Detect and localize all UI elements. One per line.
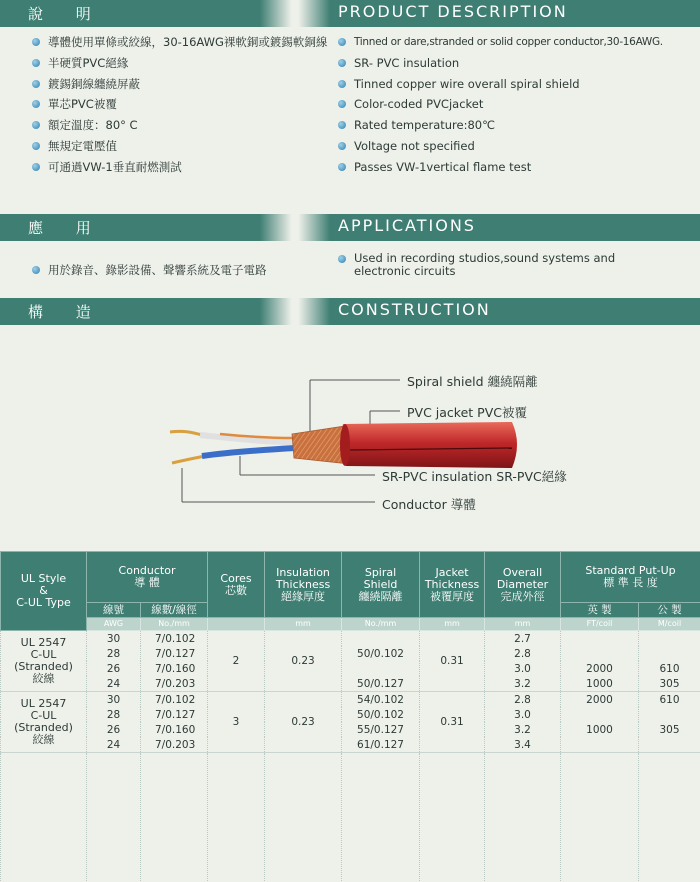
list-item: Voltage not specified xyxy=(338,136,663,157)
description-list-en xyxy=(338,32,663,178)
unit-awg: AWG xyxy=(87,618,141,631)
bullet-icon xyxy=(338,100,346,108)
list-item: 鍍錫銅線纏繞屏蔽 xyxy=(32,74,327,95)
bullet-icon xyxy=(32,38,40,46)
cable-style: UL 2547 C-UL (Stranded) 絞線 xyxy=(1,692,87,753)
cores-cell: 3 xyxy=(208,692,265,753)
od-cell: 3.0 xyxy=(485,661,561,676)
list-item: 用於錄音、錄影設備、聲響系統及電子電路 xyxy=(32,260,267,281)
shield-cell: 61/0.127 xyxy=(342,737,420,753)
jacket-end xyxy=(340,424,350,466)
m-cell xyxy=(639,646,700,661)
awg-cell: 28 xyxy=(87,707,141,722)
bullet-icon xyxy=(338,121,346,129)
header-ul-style: UL Style & C-UL Type xyxy=(1,552,87,631)
table-row xyxy=(1,676,700,692)
od-cell: 3.4 xyxy=(485,737,561,753)
shield-cell: 50/0.102 xyxy=(342,707,420,722)
header-ft: 英 製 xyxy=(561,603,639,618)
m-cell xyxy=(639,631,700,647)
list-item: Rated temperature:80℃ xyxy=(338,115,663,136)
list-item: 單芯PVC被覆 xyxy=(32,94,327,115)
bullet-icon xyxy=(338,59,346,67)
m-cell: 610 xyxy=(639,661,700,676)
table-filler-row xyxy=(1,753,700,882)
list-item: Tinned or dare,stranded or solid copper conductor,30-16AWG. xyxy=(338,32,663,53)
description-title-en: PRODUCT DESCRIPTION xyxy=(338,2,568,21)
conductor-tip xyxy=(172,456,205,463)
bullet-icon xyxy=(32,59,40,67)
unit-m: M/coil xyxy=(639,618,700,631)
strands-cell: 7/0.160 xyxy=(141,661,208,676)
unit-jacket: mm xyxy=(420,618,485,631)
applications-title-cn: 應 用 xyxy=(28,219,105,237)
bullet-icon xyxy=(32,100,40,108)
table-row xyxy=(1,661,700,676)
list-item: 半硬質PVC絕緣 xyxy=(32,53,327,74)
bullet-icon xyxy=(338,255,346,263)
bullet-icon xyxy=(32,80,40,88)
ft-cell: 2000 xyxy=(561,661,639,676)
unit-insulation: mm xyxy=(265,618,342,631)
awg-cell: 26 xyxy=(87,661,141,676)
header-cores: Cores 芯數 xyxy=(208,552,265,618)
bullet-icon xyxy=(338,163,346,171)
applications-title-en: APPLICATIONS xyxy=(338,216,476,235)
ft-cell: 1000 xyxy=(561,722,639,737)
list-item: SR- PVC insulation xyxy=(338,53,663,74)
list-item: Color-coded PVCjacket xyxy=(338,94,663,115)
awg-cell: 30 xyxy=(87,692,141,708)
description-title-cn: 說 明 xyxy=(28,5,105,23)
applications-list-cn xyxy=(32,260,267,281)
strands-cell: 7/0.102 xyxy=(141,631,208,647)
bullet-icon xyxy=(32,266,40,274)
table-row xyxy=(1,707,700,722)
jacket-cell: 0.31 xyxy=(420,692,485,753)
header-overall-diameter: Overall Diameter 完成外徑 xyxy=(485,552,561,618)
strands-cell: 7/0.127 xyxy=(141,646,208,661)
strands-cell: 7/0.102 xyxy=(141,692,208,708)
od-cell: 3.2 xyxy=(485,722,561,737)
construction-title-en: CONSTRUCTION xyxy=(338,300,491,319)
ft-cell xyxy=(561,737,639,753)
awg-cell: 24 xyxy=(87,737,141,753)
bullet-icon xyxy=(32,121,40,129)
shield-cell xyxy=(342,661,420,676)
label-sr-pvc: SR-PVC insulation SR-PVC絕緣 xyxy=(382,469,567,484)
list-item: 無規定電壓值 xyxy=(32,136,327,157)
list-item: Passes VW-1vertical flame test xyxy=(338,157,663,178)
list-item: Tinned copper wire overall spiral shield xyxy=(338,74,663,95)
ft-cell xyxy=(561,631,639,647)
cable-diagram xyxy=(160,360,630,520)
construction-title-cn: 構 造 xyxy=(28,303,105,321)
unit-od: mm xyxy=(485,618,561,631)
jacket-cell: 0.31 xyxy=(420,631,485,692)
strands-cell: 7/0.203 xyxy=(141,676,208,692)
awg-cell: 26 xyxy=(87,722,141,737)
cores-cell: 2 xyxy=(208,631,265,692)
unit-ft: FT/coil xyxy=(561,618,639,631)
strands-cell: 7/0.160 xyxy=(141,722,208,737)
pvc-jacket xyxy=(341,422,517,468)
bullet-icon xyxy=(338,142,346,150)
description-list-cn xyxy=(32,32,327,178)
shield-cell xyxy=(342,631,420,647)
bullet-icon xyxy=(32,163,40,171)
insulated-core-blue xyxy=(202,448,295,456)
list-item: 導體使用單條或絞線，30-16AWG裸軟銅或鍍錫軟銅線 xyxy=(32,32,327,53)
spec-table xyxy=(0,551,700,881)
header-shield: Spiral Shield 纏繞隔離 xyxy=(342,552,420,618)
applications-text-en: Used in recording studios,sound systems and electronic circuits xyxy=(338,252,615,278)
bullet-icon xyxy=(338,80,346,88)
od-cell: 2.8 xyxy=(485,646,561,661)
table-row xyxy=(1,646,700,661)
awg-cell: 28 xyxy=(87,646,141,661)
table-row xyxy=(1,737,700,753)
shield-cell: 55/0.127 xyxy=(342,722,420,737)
header-awg: 線號 xyxy=(87,603,141,618)
awg-cell: 24 xyxy=(87,676,141,692)
ft-cell: 1000 xyxy=(561,676,639,692)
construction-header xyxy=(0,298,700,325)
label-conductor: Conductor 導體 xyxy=(382,497,476,512)
list-item: 額定溫度：80° C xyxy=(32,115,327,136)
bullet-icon xyxy=(338,38,346,46)
strands-cell: 7/0.203 xyxy=(141,737,208,753)
m-cell: 305 xyxy=(639,722,700,737)
header-insulation: Insulation Thickness 絕緣厚度 xyxy=(265,552,342,618)
shield-cell: 50/0.102 xyxy=(342,646,420,661)
cable-style: UL 2547 C-UL (Stranded) 絞線 xyxy=(1,631,87,692)
insulation-cell: 0.23 xyxy=(265,631,342,692)
table-row xyxy=(1,692,700,708)
m-cell xyxy=(639,707,700,722)
conductor-tip xyxy=(170,431,202,435)
unit-shield: No./mm xyxy=(342,618,420,631)
description-header xyxy=(0,0,700,27)
label-spiral-shield: Spiral shield 纏繞隔離 xyxy=(407,374,538,389)
applications-header xyxy=(0,214,700,241)
unit-strands: No./mm xyxy=(141,618,208,631)
ft-cell xyxy=(561,646,639,661)
od-cell: 3.0 xyxy=(485,707,561,722)
ft-cell: 2000 xyxy=(561,692,639,708)
table-row xyxy=(1,631,700,647)
ft-cell xyxy=(561,707,639,722)
header-jacket: Jacket Thickness 被覆厚度 xyxy=(420,552,485,618)
shield-cell: 50/0.127 xyxy=(342,676,420,692)
m-cell: 610 xyxy=(639,692,700,708)
od-cell: 3.2 xyxy=(485,676,561,692)
m-cell xyxy=(639,737,700,753)
unit-cores xyxy=(208,618,265,631)
header-put-up: Standard Put-Up 標 準 長 度 xyxy=(561,552,700,603)
od-cell: 2.7 xyxy=(485,631,561,647)
header-conductor: Conductor 導 體 xyxy=(87,552,208,603)
label-pvc-jacket: PVC jacket PVC被覆 xyxy=(407,405,527,420)
awg-cell: 30 xyxy=(87,631,141,647)
od-cell: 2.8 xyxy=(485,692,561,708)
list-item: 可通過VW-1垂直耐燃測試 xyxy=(32,157,327,178)
insulation-cell: 0.23 xyxy=(265,692,342,753)
header-strands: 線數/線徑 xyxy=(141,603,208,618)
header-m: 公 製 xyxy=(639,603,700,618)
m-cell: 305 xyxy=(639,676,700,692)
bullet-icon xyxy=(32,142,40,150)
shield-cell: 54/0.102 xyxy=(342,692,420,708)
table-row xyxy=(1,722,700,737)
strands-cell: 7/0.127 xyxy=(141,707,208,722)
